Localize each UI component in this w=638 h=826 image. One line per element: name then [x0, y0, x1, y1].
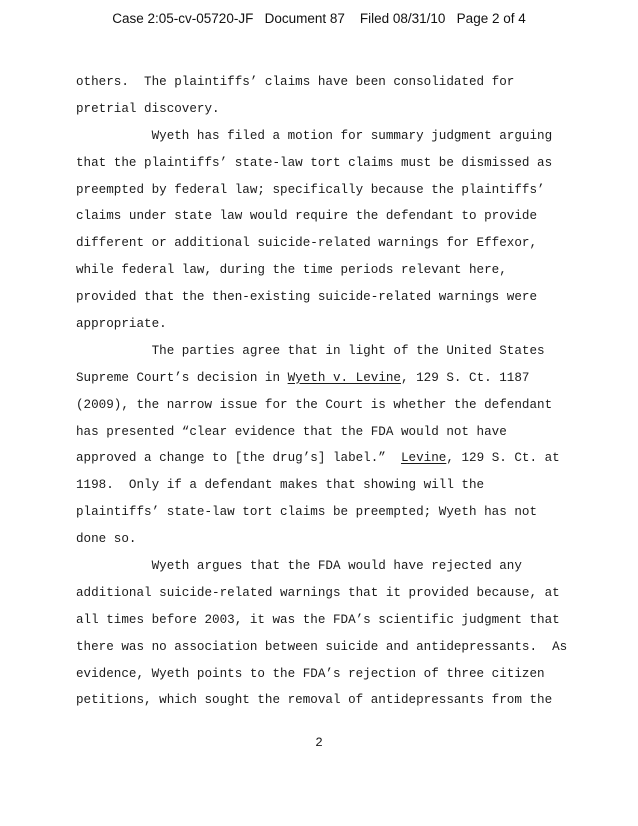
text-line	[76, 177, 576, 204]
text-segment: Supreme Court’s decision in	[76, 370, 288, 385]
text-line	[76, 150, 576, 177]
text-segment: The parties agree that in light of the United States	[76, 343, 545, 358]
text-line	[76, 553, 576, 580]
text-segment: plaintiffs’ state-law tort claims be preempted; Wyeth has not	[76, 505, 538, 520]
text-segment: , 129 S. Ct. at	[446, 451, 560, 466]
text-segment: that the plaintiffs’ state-law tort claims must be dismissed as	[76, 155, 553, 170]
text-line	[76, 661, 576, 688]
text-segment: (2009), the narrow issue for the Court is whether the defendant	[76, 397, 553, 412]
text-segment: pretrial discovery.	[76, 101, 220, 116]
text-segment: additional suicide-related warnings that it provided because, at	[76, 585, 560, 600]
text-line	[76, 96, 576, 123]
text-segment: , 129 S. Ct. 1187	[401, 370, 530, 385]
text-line	[76, 445, 576, 472]
text-segment: Wyeth argues that the FDA would have rejected any	[76, 559, 522, 574]
page-number: 2	[315, 736, 323, 750]
text-line	[76, 123, 576, 150]
text-segment: there was no association between suicide and antidepressants. As	[76, 639, 568, 654]
text-segment: evidence, Wyeth points to the FDA’s rejection of three citizen	[76, 666, 545, 681]
text-line	[76, 580, 576, 607]
text-line	[76, 230, 576, 257]
text-segment: all times before 2003, it was the FDA’s scientific judgment that	[76, 612, 560, 627]
text-line	[76, 472, 576, 499]
case-header: Case 2:05-cv-05720-JF Document 87 Filed 08/31/10 Page 2 of 4	[112, 11, 526, 26]
text-segment: claims under state law would require the defendant to provide	[76, 209, 538, 224]
text-segment: different or additional suicide-related warnings for Effexor,	[76, 236, 538, 251]
text-line	[76, 203, 576, 230]
text-line	[76, 311, 576, 338]
text-line	[76, 338, 576, 365]
text-line	[76, 607, 576, 634]
text-line	[76, 419, 576, 446]
text-segment: preempted by federal law; specifically because the plaintiffs’	[76, 182, 545, 197]
text-segment: provided that the then-existing suicide-related warnings were	[76, 290, 538, 305]
text-segment: 1198. Only if a defendant makes that showing will the	[76, 478, 485, 493]
text-segment: approved a change to [the drug’s] label.”	[76, 451, 401, 466]
text-segment: while federal law, during the time periods relevant here,	[76, 263, 507, 278]
text-segment: done so.	[76, 532, 137, 547]
text-segment: has presented “clear evidence that the FDA would not have	[76, 424, 507, 439]
text-segment: others. The plaintiffs’ claims have been consolidated for	[76, 75, 515, 89]
text-line	[76, 392, 576, 419]
text-segment: appropriate.	[76, 317, 167, 332]
text-line	[76, 687, 576, 714]
text-line	[76, 526, 576, 553]
text-line	[76, 365, 576, 392]
case-citation: Wyeth v. Levine	[287, 370, 401, 385]
text-line	[76, 69, 576, 96]
text-segment: petitions, which sought the removal of antidepressants from the	[76, 693, 553, 708]
text-segment: Wyeth has filed a motion for summary judgment arguing	[76, 128, 553, 143]
text-line	[76, 284, 576, 311]
text-line	[76, 257, 576, 284]
text-line	[76, 499, 576, 526]
document-body	[76, 69, 576, 714]
text-line	[76, 634, 576, 661]
case-citation: Levine	[400, 451, 447, 466]
